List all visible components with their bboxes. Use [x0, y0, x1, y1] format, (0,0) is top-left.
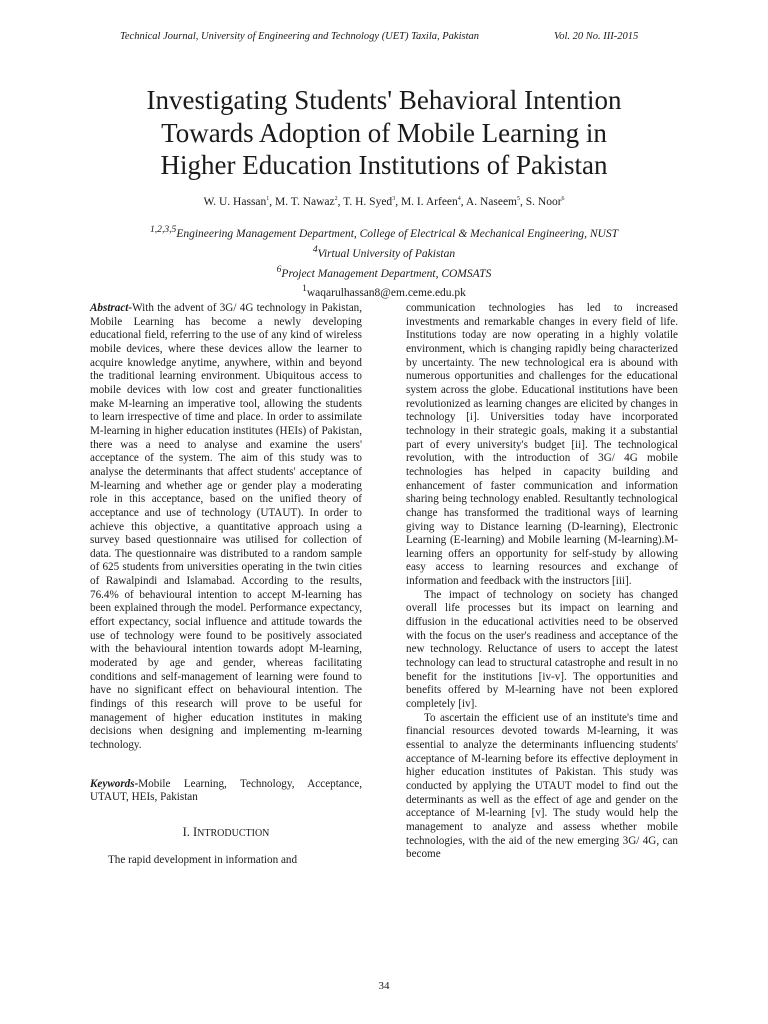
keywords-text: Mobile Learning, Technology, Acceptance, UTAUT, HEIs, Pakistan [90, 777, 362, 804]
author-affiliation-mark: 4 [457, 196, 461, 203]
author-name: A. Naseem [465, 196, 517, 208]
affiliation-list [60, 222, 708, 301]
author-name: M. T. Nawaz [275, 196, 335, 208]
section-heading-introduction: I. INTRODUCTION [182, 824, 270, 839]
journal-name: Technical Journal, University of Engineering and Technology (UET) Taxila, Pakistan [120, 31, 480, 42]
abstract-text: With the advent of 3G/ 4G technology in Pakistan, Mobile Learning has become a newly developing educational field, referring to the use of any kind of wireless mobile devices, where these devices allow the learner to acquire knowledge anytime, anywhere, within and beyond the traditional learning environment. Ubiquitous access to mobile devices with low cost and greater functionalities make M-learning an imperative tool, allowing the students to learn irrespective of time and place. In order to assimilate M-learning in higher education institutes (HEIs) of Pakistan, there was a need to analyse and examine the users' acceptance of the system. The aim of this study was to analyse the determinants that affect students' acceptance of M-learning and whether age or gender play a moderating role in this acceptance, based on the unified theory of acceptance and use of technology (UTAUT). In order to achieve this objective, a quantitative approach using a survey based questionnaire was utilised for collection of data. The questionnaire was distributed to a random sample of 625 students from universities operating in the twin cities of Rawalpindi and Islamabad. According to the results, 76.4% of behavioural intention to accept M-learning has been explained through the model. Performance expectancy, effort expectancy, social influence and attitude towards the use of technology were found to be positively associated with the behavioural intention towards adopt M-learning, moderated by age and gender, whereas facilitating conditions and self-management of learning were found to have no significant effect on behavioural intention. The findings of this research will prove to be useful for management of higher education institutes in making decisions when designing and implementing m-learning technology. [90, 302, 362, 751]
affiliation-mark: 4 [312, 243, 318, 255]
author [275, 196, 343, 208]
affiliation-text: Project Management Department, COMSATS [281, 267, 492, 280]
affiliation-text: Engineering Management Department, College of Electrical & Mechanical Engineering, NUST [176, 227, 619, 240]
author [343, 196, 401, 208]
author-name: T. H. Syed [343, 196, 393, 208]
left-column [90, 302, 362, 867]
author [526, 196, 565, 208]
running-header [0, 31, 768, 47]
page-number: 34 [378, 980, 390, 992]
intro-paragraph-3: To ascertain the efficient use of an institute's time and financial resources devoted towards M-learning, it was essential to analyze the determinants influencing students' acceptance of M-learning before its effective deployment in higher education institutes of Pakistan. This study was conducted by applying the UTAUT model to find out the determinants as well as the effect of age and gender on the acceptance of M-learning [v]. The study would help the management to analyze and assess whether mobile technologies, with the aid of the new emerging 3G/ 4G, can become [406, 711, 678, 861]
title-line-1: Investigating Students' Behavioral Intention [146, 85, 622, 115]
author-separator: , [520, 196, 526, 208]
keywords-label: Keywords- [90, 777, 139, 790]
title-line-3: Higher Education Institutions of Pakistan [160, 150, 608, 180]
author-separator: , [269, 196, 276, 208]
intro-paragraph-1-continued: communication technologies has led to increased investments and remarkable changes in every field of life. Institutions today are now operating in a highly volatile environment, which is changing rapidly being characterized by uncertainty. The new technological era is abound with numerous opportunities and challenges for the educational system across the globe. Educational institutions have been revolutionized as learning changes are elicited by changes in technology [i]. Universities today have incorporated technology in their strategic goals, making it a substantial part of every university's budget [ii]. The technological revolution, with the introduction of 3G/ 4G mobile technologies has helped in capacity building and enhancement of faster communication and information sharing being technology enabled. Resultantly technological change has transformed the traditional ways of learning giving way to Distance learning (D-learning), Electronic Learning (E-learning) and Mobile learning (M-learning).M-learning offers an opportunity for self-study by allowing easy access to learning resources and exchange of information and feedback with the instructors [iii]. [406, 302, 678, 588]
affiliation-line [60, 262, 708, 282]
intro-paragraph-start: The rapid development in information and [108, 853, 298, 866]
affiliation-line [60, 242, 708, 262]
author-affiliation-mark: 3 [392, 196, 396, 203]
abstract-label: Abstract- [90, 302, 133, 314]
author-separator: , [395, 196, 401, 208]
journal-volume: Vol. 20 No. III-2015 [554, 31, 639, 42]
author-affiliation-mark: 5 [517, 196, 520, 203]
affiliation-mark: 1,2,3,5 [149, 224, 177, 235]
author-affiliation-mark: 1 [266, 196, 270, 203]
affiliation-text: waqarulhassan8@em.ceme.edu.pk [306, 287, 466, 300]
affiliation-text: Virtual University of Pakistan [317, 247, 456, 260]
author [401, 196, 466, 208]
abstract [90, 302, 362, 753]
author-separator: , [337, 196, 344, 208]
author [466, 196, 526, 208]
keywords [90, 778, 362, 805]
author-name: S. Noor [525, 196, 562, 208]
author-name: W. U. Hassan [203, 196, 267, 208]
affiliation-mark: 1 [302, 283, 307, 295]
author-name: M. I. Arfeen [400, 196, 458, 208]
affiliation-mark: 6 [276, 263, 282, 275]
intro-paragraph-2: The impact of technology on society has changed overall life processes but its impact on learning and diffusion in the educational activities need to be observed with the focus on the user's readiness and acceptance of the new technology. Reluctance of users to accept the latest technology can lead to structural catastrophe and result in no benefit for the institutions [iv-v]. The opportunities and benefits offered by M-learning have not been explored completely [iv]. [406, 588, 678, 711]
author-email [60, 281, 708, 301]
author [203, 196, 275, 208]
right-column [406, 302, 678, 862]
author-separator: , [460, 196, 466, 208]
author-affiliation-mark: 2 [334, 196, 338, 203]
title-line-2: Towards Adoption of Mobile Learning in [161, 117, 607, 148]
affiliation-line [60, 222, 708, 242]
author-list [60, 196, 708, 208]
author-affiliation-mark: 6 [561, 196, 565, 203]
paper-title [60, 84, 708, 182]
